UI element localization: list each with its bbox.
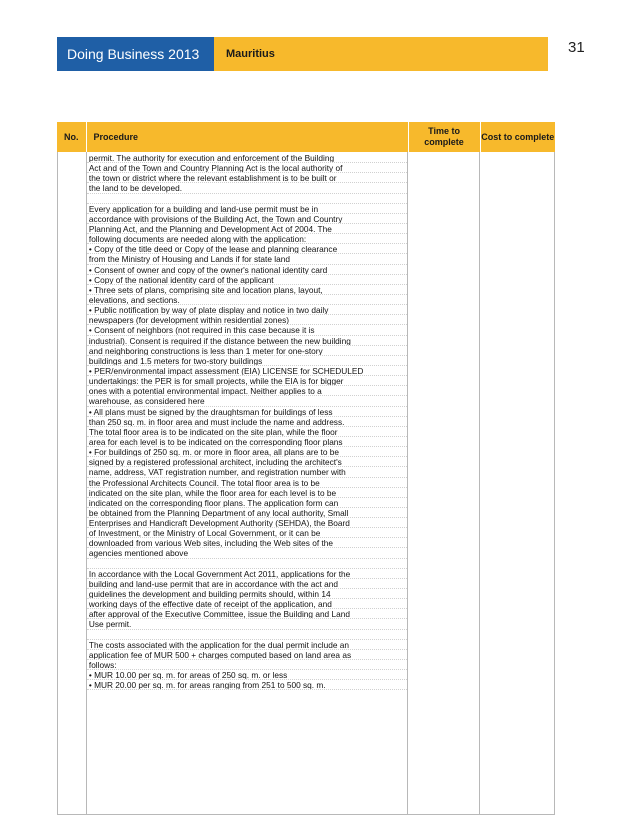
procedure-text-line: The costs associated with the application for the dual permit include an xyxy=(87,640,407,650)
procedure-text-line: guidelines the development and building permits should, within 14 xyxy=(87,589,407,599)
procedure-text-line: the land to be developed. xyxy=(87,183,407,193)
table-header-row xyxy=(57,122,555,152)
table-row xyxy=(57,152,555,815)
procedure-text-line xyxy=(87,559,407,569)
procedure-text-line: warehouse, as considered here xyxy=(87,396,407,406)
procedure-text-line: indicated on the corresponding floor plans. The application form can xyxy=(87,498,407,508)
procedure-text-line: • All plans must be signed by the draughtsman for buildings of less xyxy=(87,407,407,417)
procedure-text-line: undertakings: the PER is for small projects, while the EIA is for bigger xyxy=(87,376,407,386)
procedure-text-line: working days of the effective date of receipt of the application, and xyxy=(87,599,407,609)
procedure-text-line: and neighboring constructions is less than 1 meter for one-story xyxy=(87,346,407,356)
procedure-text-line: be obtained from the Planning Department of any local authority, Small xyxy=(87,508,407,518)
procedure-text-line: following documents are needed along with the application: xyxy=(87,234,407,244)
procedure-text-line: • Consent of neighbors (not required in this case because it is xyxy=(87,325,407,335)
document-header xyxy=(57,37,548,71)
procedure-text-line: In accordance with the Local Government Act 2011, applications for the xyxy=(87,569,407,579)
page-number: 31 xyxy=(568,39,585,56)
procedure-text-line: application fee of MUR 500 + charges computed based on land area as xyxy=(87,650,407,660)
header-no: No. xyxy=(64,132,79,142)
procedure-text-line: ones with a potential environmental impact. Neither applies to a xyxy=(87,386,407,396)
procedure-text-line: elevations, and sections. xyxy=(87,295,407,305)
procedure-text-line: permit. The authority for execution and enforcement of the Building xyxy=(87,153,407,163)
procedure-text-line: • Three sets of plans, comprising site and location plans, layout, xyxy=(87,285,407,295)
procedure-text-line: indicated on the site plan, while the floor area for each level is to be xyxy=(87,488,407,498)
procedure-text-line: • MUR 10.00 per sq. m. for areas of 250 sq. m. or less xyxy=(87,670,407,680)
procedure-text-line: The total floor area is to be indicated on the site plan, while the floor xyxy=(87,427,407,437)
procedure-table xyxy=(57,122,555,815)
procedure-text-line: • Public notification by way of plate display and notice in two daily xyxy=(87,305,407,315)
cell-no xyxy=(57,152,86,814)
procedure-text-line: agencies mentioned above xyxy=(87,548,407,558)
procedure-text-line: industrial). Consent is required if the distance between the new building xyxy=(87,336,407,346)
header-time: Time to complete xyxy=(408,122,480,152)
procedure-text-line: • Copy of the national identity card of the applicant xyxy=(87,275,407,285)
cell-procedure xyxy=(86,152,407,814)
procedure-text-line: the town or district where the relevant establishment is to be built or xyxy=(87,173,407,183)
header-cost: Cost to complete xyxy=(480,122,556,152)
procedure-text-line: • For buildings of 250 sq. m. or more in floor area, all plans are to be xyxy=(87,447,407,457)
procedure-text-line: • PER/environmental impact assessment (EIA) LICENSE for SCHEDULED xyxy=(87,366,407,376)
procedure-text-line: Every application for a building and land-use permit must be in xyxy=(87,204,407,214)
header-procedure: Procedure xyxy=(86,122,407,152)
procedure-text-line: downloaded from various Web sites, including the Web sites of the xyxy=(87,538,407,548)
procedure-text-line: buildings and 1.5 meters for two-story buildings xyxy=(87,356,407,366)
procedure-text-line: • Copy of the title deed or Copy of the lease and planning clearance xyxy=(87,244,407,254)
procedure-text-line: from the Ministry of Housing and Lands if for state land xyxy=(87,254,407,264)
procedure-text-line: • MUR 20.00 per sq. m. for areas ranging from 251 to 500 sq. m. xyxy=(87,680,407,690)
procedure-text-line xyxy=(87,194,407,204)
procedure-text-line xyxy=(87,630,407,640)
procedure-text-line: building and land-use permit that are in accordance with the act and xyxy=(87,579,407,589)
procedure-text-line: after approval of the Executive Committee, issue the Building and Land xyxy=(87,609,407,619)
cell-time xyxy=(407,152,479,814)
procedure-text-line: Act and of the Town and Country Planning Act is the local authority of xyxy=(87,163,407,173)
procedure-text-line: • Consent of owner and copy of the owner's national identity card xyxy=(87,265,407,275)
procedure-text-line: Planning Act, and the Planning and Development Act of 2004. The xyxy=(87,224,407,234)
procedure-text-line: newspapers (for development within residential zones) xyxy=(87,315,407,325)
report-title: Doing Business 2013 xyxy=(57,37,214,71)
procedure-text-line: signed by a registered professional architect, including the architect's xyxy=(87,457,407,467)
procedure-text-line: than 250 sq. m. in floor area and must include the name and address. xyxy=(87,417,407,427)
procedure-text-line: of Investment, or the Ministry of Local Government, or it can be xyxy=(87,528,407,538)
country-name: Mauritius xyxy=(214,37,548,71)
procedure-text-line: accordance with provisions of the Building Act, the Town and Country xyxy=(87,214,407,224)
procedure-text-line: Use permit. xyxy=(87,619,407,629)
procedure-text-line: name, address, VAT registration number, and registration number with xyxy=(87,467,407,477)
procedure-text-line: follows: xyxy=(87,660,407,670)
cell-cost xyxy=(479,152,555,814)
procedure-text-line: Enterprises and Handicraft Development Authority (SEHDA), the Board xyxy=(87,518,407,528)
procedure-text-line: the Professional Architects Council. The total floor area is to be xyxy=(87,478,407,488)
procedure-text-line: area for each level is to be indicated on the corresponding floor plans xyxy=(87,437,407,447)
